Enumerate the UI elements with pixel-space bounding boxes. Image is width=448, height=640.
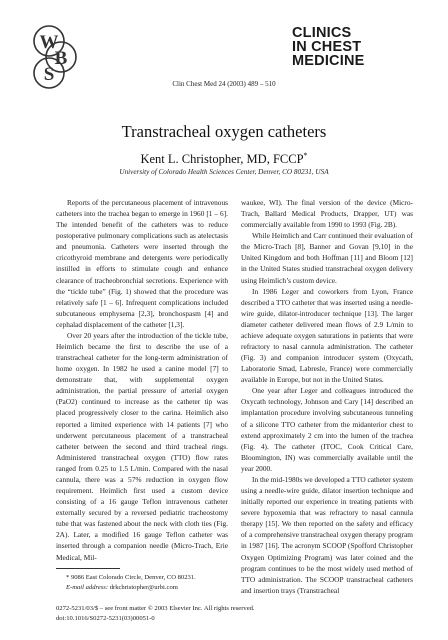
footnote-address: * 9086 East Colorado Circle, Denver, CO 80231. <box>66 574 196 581</box>
article-title: Transtracheal oxygen catheters <box>121 122 327 141</box>
right-column <box>241 197 413 596</box>
svg-text:B: B <box>54 48 68 69</box>
email-address[interactable]: drkchristopher@urbi.com <box>109 583 178 591</box>
email-label: E-mail address: <box>66 583 109 591</box>
journal-name-line: MEDICINE <box>292 53 365 69</box>
journal-name-line: IN CHEST <box>292 39 362 55</box>
paragraph: waukee, WI). The final version of the device (Micro-Trach, Ballard Medical Products, Drapper, UT) was commercially available from 1990 to 1993 (Fig. 2B). <box>241 198 413 230</box>
doi-line[interactable]: doi:10.1016/S0272-5231(03)00051-0 <box>56 614 155 622</box>
paragraph: In 1986 Leger and coworkers from Lyon, France described a TTO catheter that was inserted using a needle-wire guide, dilator-introducer technique [13]. The larger diameter catheter delivered mean flows of 2.9 L/min to achieve adequate oxygen saturations in patients that were refractory to nasal cannula administration. The catheter (Fig. 3) and companion introducer system (Oxycath, Laboratorie Smad, Labresle, France) were commercially available in Europe, but not in the United States. <box>241 286 413 385</box>
affiliation: University of Colorado Health Sciences Center, Denver, CO 80231, USA <box>119 168 329 176</box>
left-column <box>56 197 228 563</box>
svg-text:W: W <box>39 32 59 53</box>
author-name: Kent L. Christopher, MD, FCCP <box>140 152 304 167</box>
footnote-email-line <box>56 583 228 593</box>
copyright-block <box>56 604 416 623</box>
journal-name <box>292 26 412 68</box>
citation: Clin Chest Med 24 (2003) 489 – 510 <box>172 80 276 88</box>
svg-text:S: S <box>43 64 55 85</box>
paragraph: While Heimlich and Carr continued their evaluation of the Micro-Trach [8], Banner and Govan [9,10] in the United Kingdom and both Hoffman [11] and Bloom [12] in the United States studied transtracheal oxygen delivery using Heimlich’s custom device. <box>241 231 413 285</box>
paragraph: In the mid-1980s we developed a TTO catheter system using a needle-wire guide, dilator insertion technique and initially reported our experience in treating patients with severe hypoxemia that was refractory to nasal cannula therapy [15]. We then reported on the safety and efficacy of a comprehensive transtracheal oxygen therapy program in 1987 [16]. The acronym SCOOP (Spofford Christopher Oxygen Optimizing Program) was later coined and the program continues to be the most widely used method of TTO administration. The SCOOP transtracheal catheters and insertion trays (Transtracheal <box>241 474 413 595</box>
paragraph: One year after Leger and colleagues introduced the Oxycath technology, Johnson and Cary [14] described an implantation procedure involving subcutaneous tunneling of a silicone TTO catheter from the midanterior chest to extend approximately 2 cm into the lumen of the trachea (Fig. 4). The catheter (ITOC, Cook Critical Care, Bloomington, IN) was commercially available until the year 2000. <box>241 386 413 473</box>
footnote-divider <box>56 568 120 569</box>
paragraph: Over 20 years after the introduction of the tickle tube, Heimlich became the first to describe the use of a transtracheal catheter for the long-term administration of home oxygen. In 1982 he used a canine model [7] to demonstrate that, with supplemental oxygen administration, the partial pressure of arterial oxygen (PaO2) continued to increase as the catheter tip was placed progressively closer to the carina. Heimlich also reported a limited experience with 14 patients [7] who underwent percutaneous placement of a transtracheal catheter between the second and third tracheal rings. Administered transtracheal oxygen (TTO) flow rates ranged from 0.25 to 1.5 L/min. Compared with the nasal cannula, there was a 57% reduction in oxygen flow requirement. Heimlich first used a custom device consisting of a 16 gauge Teflon intravenous catheter externally secured by a reversed pediatric tracheostomy tube that was fastened about the neck with cloth ties (Fig. 2A). Later, a modified 16 gauge Teflon catheter was inserted through a companion needle (Micro-Trach, Erie Medical, Mil- <box>56 330 228 562</box>
copyright-line: 0272-5231/03/$ – see front matter © 2003 Elsevier Inc. All rights reserved. <box>56 605 255 612</box>
paragraph: Reports of the percutaneous placement of intravenous catheters into the trachea began to emerge in 1960 [1 – 6]. The intended benefit of the catheters was to reduce postoperative pulmonary complications such as atelectasis and pneumonia. Catheters were inserted through the cricothyroid membrane and detergents were periodically instilled in efforts to stimulate cough and enhance clearance of tracheobronchial secretions. Experience with the “tickle tube” (Fig. 1) showed that the procedure was relatively safe [1 – 6]. Infrequent complications included subcutaneous emphysema [2,3], bronchospasm [4] and cephalad displacement of the catheter [1,3]. <box>56 198 228 329</box>
author-footnote-mark: * <box>303 151 308 160</box>
journal-name-line: CLINICS <box>292 25 352 41</box>
footnote <box>56 573 228 592</box>
author-line <box>0 151 448 167</box>
